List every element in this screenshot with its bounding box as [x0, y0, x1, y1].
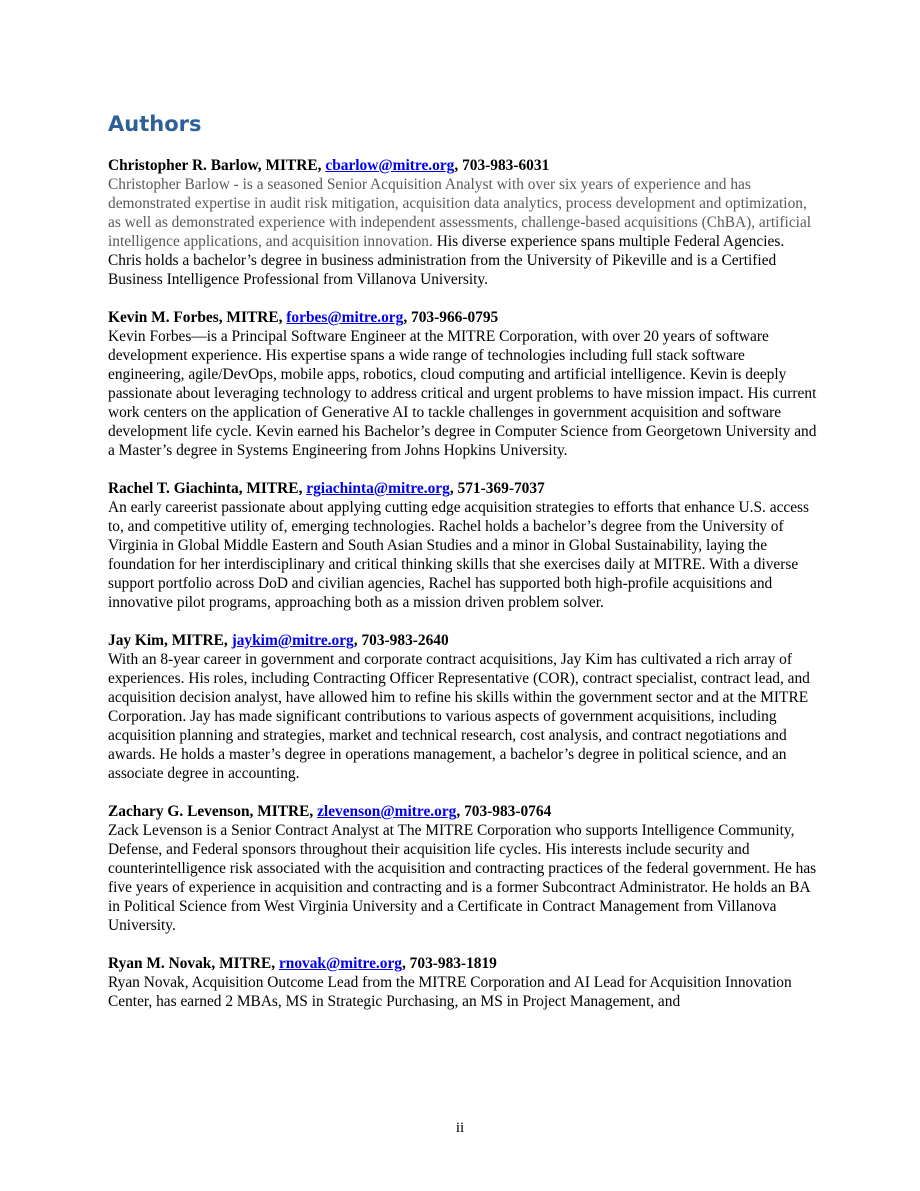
author-name: Rachel T. Giachinta: [108, 480, 239, 497]
author-entry-giachinta: [108, 479, 820, 612]
author-phone: 703-983-2640: [361, 632, 449, 649]
author-entry-levenson: [108, 802, 820, 935]
author-org: MITRE: [171, 632, 224, 649]
author-org: MITRE: [246, 480, 299, 497]
author-name: Ryan M. Novak: [108, 955, 212, 972]
author-entry-kim: [108, 631, 820, 783]
author-bio: Kevin Forbes—is a Principal Software Engineer at the MITRE Corporation, with over 20 years of software development experience. His expertise spans a wide range of technologies including full stack software engineering, agile/DevOps, mobile apps, robotics, cloud computing and artificial intelligence. Kevin is deeply passionate about leveraging technology to address critical and urgent problems to have mission impact. His current work centers on the application of Generative AI to tackle challenges in government acquisition and software development life cycle. Kevin earned his Bachelor’s degree in Computer Science from Georgetown University and a Master’s degree in Systems Engineering from Johns Hopkins University.: [108, 328, 817, 459]
authors-list: [108, 156, 820, 1030]
author-header: Ryan M. Novak, MITRE, rnovak@mitre.org, 703-983-1819: [108, 955, 497, 972]
author-header: Rachel T. Giachinta, MITRE, rgiachinta@mitre.org, 571-369-7037: [108, 480, 545, 497]
author-name: Kevin M. Forbes: [108, 309, 219, 326]
author-phone: 703-983-1819: [409, 955, 497, 972]
author-name: Jay Kim: [108, 632, 165, 649]
author-email-link[interactable]: cbarlow@mitre.org: [325, 157, 455, 174]
author-org: MITRE: [257, 803, 310, 820]
author-phone: 703-983-0764: [464, 803, 552, 820]
author-phone: 703-966-0795: [411, 309, 499, 326]
author-org: MITRE: [219, 955, 272, 972]
author-entry-forbes: [108, 308, 820, 460]
page-number: ii: [455, 1120, 465, 1136]
author-entry-barlow: [108, 156, 820, 289]
author-bio: With an 8-year career in government and corporate contract acquisitions, Jay Kim has cultivated a rich array of experiences. His roles, including Contracting Officer Representative (COR), contract specialist, contract lead, and acquisition decision analyst, have allowed him to refine his skills within the government sector and at the MITRE Corporation. Jay has made significant contributions to various aspects of government acquisitions, including acquisition planning and strategies, market and technical research, cost analysis, and contract negotiations and awards. He holds a master’s degree in operations management, a bachelor’s degree in political science, and an associate degree in accounting.: [108, 651, 810, 782]
author-header: Christopher R. Barlow, MITRE, cbarlow@mitre.org, 703-983-6031: [108, 157, 550, 174]
author-bio: Zack Levenson is a Senior Contract Analyst at The MITRE Corporation who supports Intelligence Community, Defense, and Federal sponsors throughout their acquisition life cycles. His interests include security and counterintelligence risk associated with the acquisition and contracting practices of the federal government. He has five years of experience in acquisition and contracting and is a former Subcontract Administrator. He holds an BA in Political Science from West Virginia University and a Certificate in Contract Management from Villanova University.: [108, 822, 817, 934]
page-title: Authors: [108, 112, 202, 136]
author-name: Zachary G. Levenson: [108, 803, 250, 820]
author-bio: His diverse experience spans multiple Federal Agencies. Chris holds a bachelor’s degree in business administration from the University of Pikeville and is a Certified Business Intelligence Professional from Villanova University.: [108, 233, 785, 288]
author-header: Kevin M. Forbes, MITRE, forbes@mitre.org, 703-966-0795: [108, 309, 499, 326]
author-email-link[interactable]: forbes@mitre.org: [286, 309, 404, 326]
author-email-link[interactable]: jaykim@mitre.org: [231, 632, 354, 649]
author-bio-gray: Christopher Barlow - is a seasoned Senior Acquisition Analyst with over six years of experience and has demonstrated expertise in audit risk mitigation, acquisition data analytics, process development and optimization, as well as demonstrated experience with independent assessments, challenge-based acquisitions (ChBA), artificial intelligence applications, and acquisition innovation.: [108, 176, 812, 250]
author-header: Zachary G. Levenson, MITRE, zlevenson@mitre.org, 703-983-0764: [108, 803, 552, 820]
author-name: Christopher R. Barlow: [108, 157, 258, 174]
author-phone: 703-983-6031: [462, 157, 550, 174]
author-email-link[interactable]: zlevenson@mitre.org: [317, 803, 457, 820]
author-entry-novak: [108, 954, 820, 1011]
author-org: MITRE: [265, 157, 318, 174]
author-org: MITRE: [226, 309, 279, 326]
author-phone: 571-369-7037: [457, 480, 545, 497]
author-bio: An early careerist passionate about applying cutting edge acquisition strategies to efforts that enhance U.S. access to, and competitive utility of, emerging technologies. Rachel holds a bachelor’s degree from the University of Virginia in Global Middle Eastern and South Asian Studies and a minor in Global Sustainability, laying the foundation for her interdisciplinary and critical thinking skills that she exercises daily at MITRE. With a diverse support portfolio across DoD and civilian agencies, Rachel has supported both high-profile acquisitions and innovative pilot programs, approaching both as a mission driven problem solver.: [108, 499, 810, 611]
author-header: Jay Kim, MITRE, jaykim@mitre.org, 703-983-2640: [108, 632, 449, 649]
author-email-link[interactable]: rgiachinta@mitre.org: [306, 480, 450, 497]
author-bio: Ryan Novak, Acquisition Outcome Lead from the MITRE Corporation and AI Lead for Acquisition Innovation Center, has earned 2 MBAs, MS in Strategic Purchasing, an MS in Project Management, and: [108, 974, 792, 1010]
author-email-link[interactable]: rnovak@mitre.org: [278, 955, 402, 972]
